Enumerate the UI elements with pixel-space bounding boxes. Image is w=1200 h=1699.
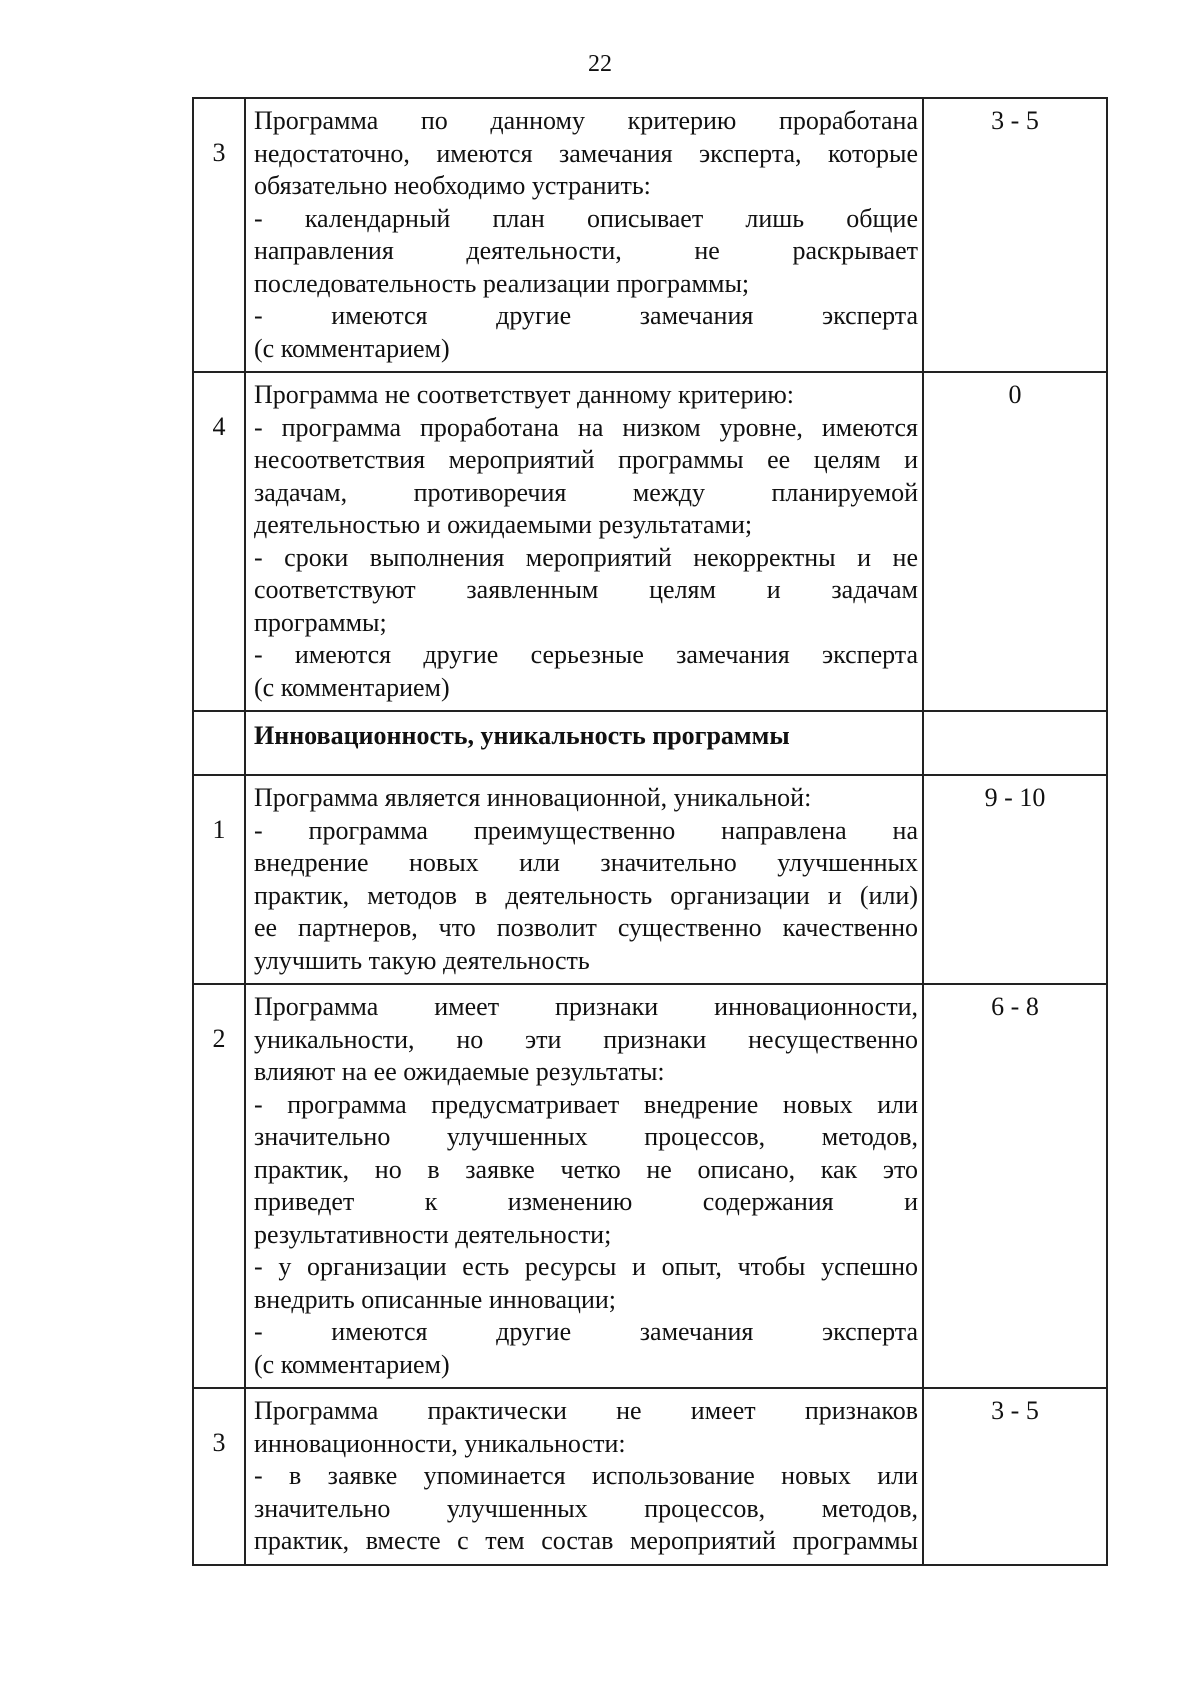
description-line: направления деятельности, не раскрывает bbox=[254, 236, 918, 265]
description-line: Программа практически не имеет признаков bbox=[254, 1396, 918, 1425]
table-row bbox=[193, 775, 1107, 984]
row-number: 3 bbox=[212, 138, 226, 167]
section-row bbox=[193, 711, 1107, 775]
table-row bbox=[193, 98, 1107, 372]
description-line: - программа преимущественно направлена на bbox=[254, 815, 918, 845]
row-number: 1 bbox=[212, 815, 226, 844]
description-line: Программа имеет признаки инновационности, bbox=[254, 992, 918, 1021]
row-number-cell bbox=[193, 98, 245, 372]
description-line: - программа предусматривает внедрение новых или bbox=[254, 1089, 918, 1119]
description-line: деятельностью и ожидаемыми результатами; bbox=[254, 510, 753, 539]
description-line: практик, методов в деятельность организации и (или) bbox=[254, 880, 918, 910]
description-line: Программа не соответствует данному критерию: bbox=[254, 380, 795, 409]
description-line: - имеются другие замечания эксперта bbox=[254, 1317, 918, 1346]
score-value: 3 - 5 bbox=[991, 106, 1039, 135]
score-value: 9 - 10 bbox=[984, 783, 1046, 812]
section-title: Инновационность, уникальность программы bbox=[254, 721, 790, 750]
description-line: задачам, противоречия между планируемой bbox=[254, 477, 918, 507]
description-line: соответствуют заявленным целям и задачам bbox=[254, 575, 918, 604]
criterion-description bbox=[245, 98, 923, 372]
criterion-description bbox=[245, 984, 923, 1388]
description-line: - в заявке упоминается использование новых или bbox=[254, 1461, 918, 1490]
description-line: - сроки выполнения мероприятий некорректны и не bbox=[254, 542, 918, 572]
description-line: (с комментарием) bbox=[254, 1349, 450, 1379]
description-line: - имеются другие замечания эксперта bbox=[254, 301, 918, 330]
row-number-cell bbox=[193, 1388, 245, 1565]
score-cell bbox=[923, 711, 1107, 775]
table-row bbox=[193, 372, 1107, 711]
score-cell bbox=[923, 775, 1107, 984]
criterion-description bbox=[245, 372, 923, 711]
table-row bbox=[193, 1388, 1107, 1565]
row-number-cell bbox=[193, 984, 245, 1388]
description-line: ее партнеров, что позволит существенно качественно bbox=[254, 913, 918, 942]
row-number: 2 bbox=[212, 1024, 226, 1053]
score-cell bbox=[923, 98, 1107, 372]
description-line: - программа проработана на низком уровне, имеются bbox=[254, 412, 918, 442]
page-number: 22 bbox=[588, 51, 612, 77]
description-line: значительно улучшенных процессов, методов, bbox=[254, 1493, 918, 1523]
criteria-table bbox=[192, 97, 1108, 1566]
row-number-cell bbox=[193, 372, 245, 711]
score-cell bbox=[923, 1388, 1107, 1565]
description-line: программы; bbox=[254, 607, 387, 637]
row-number: 4 bbox=[212, 412, 226, 441]
description-line: значительно улучшенных процессов, методов, bbox=[254, 1122, 918, 1151]
description-line: улучшить такую деятельность bbox=[254, 945, 590, 975]
description-line: внедрение новых или значительно улучшенных bbox=[254, 848, 918, 877]
description-line: уникальности, но эти признаки несущественно bbox=[254, 1024, 918, 1054]
description-line: практик, вместе с тем состав мероприятий программы bbox=[254, 1526, 918, 1555]
description-line: Программа по данному критерию проработана bbox=[254, 106, 918, 135]
row-number-cell bbox=[193, 711, 245, 775]
description-line: (с комментарием) bbox=[254, 333, 450, 363]
description-line: инновационности, уникальности: bbox=[254, 1428, 626, 1458]
score-value: 3 - 5 bbox=[991, 1396, 1039, 1425]
score-cell bbox=[923, 984, 1107, 1388]
section-title-cell bbox=[245, 711, 923, 775]
score-value: 6 - 8 bbox=[991, 992, 1039, 1021]
criterion-description bbox=[245, 1388, 923, 1565]
description-line: недостаточно, имеются замечания эксперта, которые bbox=[254, 138, 918, 168]
criterion-description bbox=[245, 775, 923, 984]
description-line: приведет к изменению содержания и bbox=[254, 1187, 918, 1216]
description-line: внедрить описанные инновации; bbox=[254, 1284, 616, 1314]
description-line: обязательно необходимо устранить: bbox=[254, 171, 651, 200]
description-line: практик, но в заявке четко не описано, как это bbox=[254, 1154, 918, 1184]
score-cell bbox=[923, 372, 1107, 711]
description-line: (с комментарием) bbox=[254, 672, 450, 702]
row-number: 3 bbox=[212, 1428, 226, 1457]
description-line: Программа является инновационной, уникальной: bbox=[254, 783, 812, 812]
description-line: результативности деятельности; bbox=[254, 1219, 612, 1249]
description-line: - календарный план описывает лишь общие bbox=[254, 203, 918, 233]
description-line: влияют на ее ожидаемые результаты: bbox=[254, 1057, 665, 1086]
description-line: - имеются другие серьезные замечания эксперта bbox=[254, 640, 918, 669]
row-number-cell bbox=[193, 775, 245, 984]
description-line: последовательность реализации программы; bbox=[254, 268, 750, 298]
score-value: 0 bbox=[1008, 380, 1022, 409]
description-line: несоответствия мероприятий программы ее целям и bbox=[254, 445, 918, 474]
table-row bbox=[193, 984, 1107, 1388]
description-line: - у организации есть ресурсы и опыт, чтобы успешно bbox=[254, 1252, 918, 1281]
